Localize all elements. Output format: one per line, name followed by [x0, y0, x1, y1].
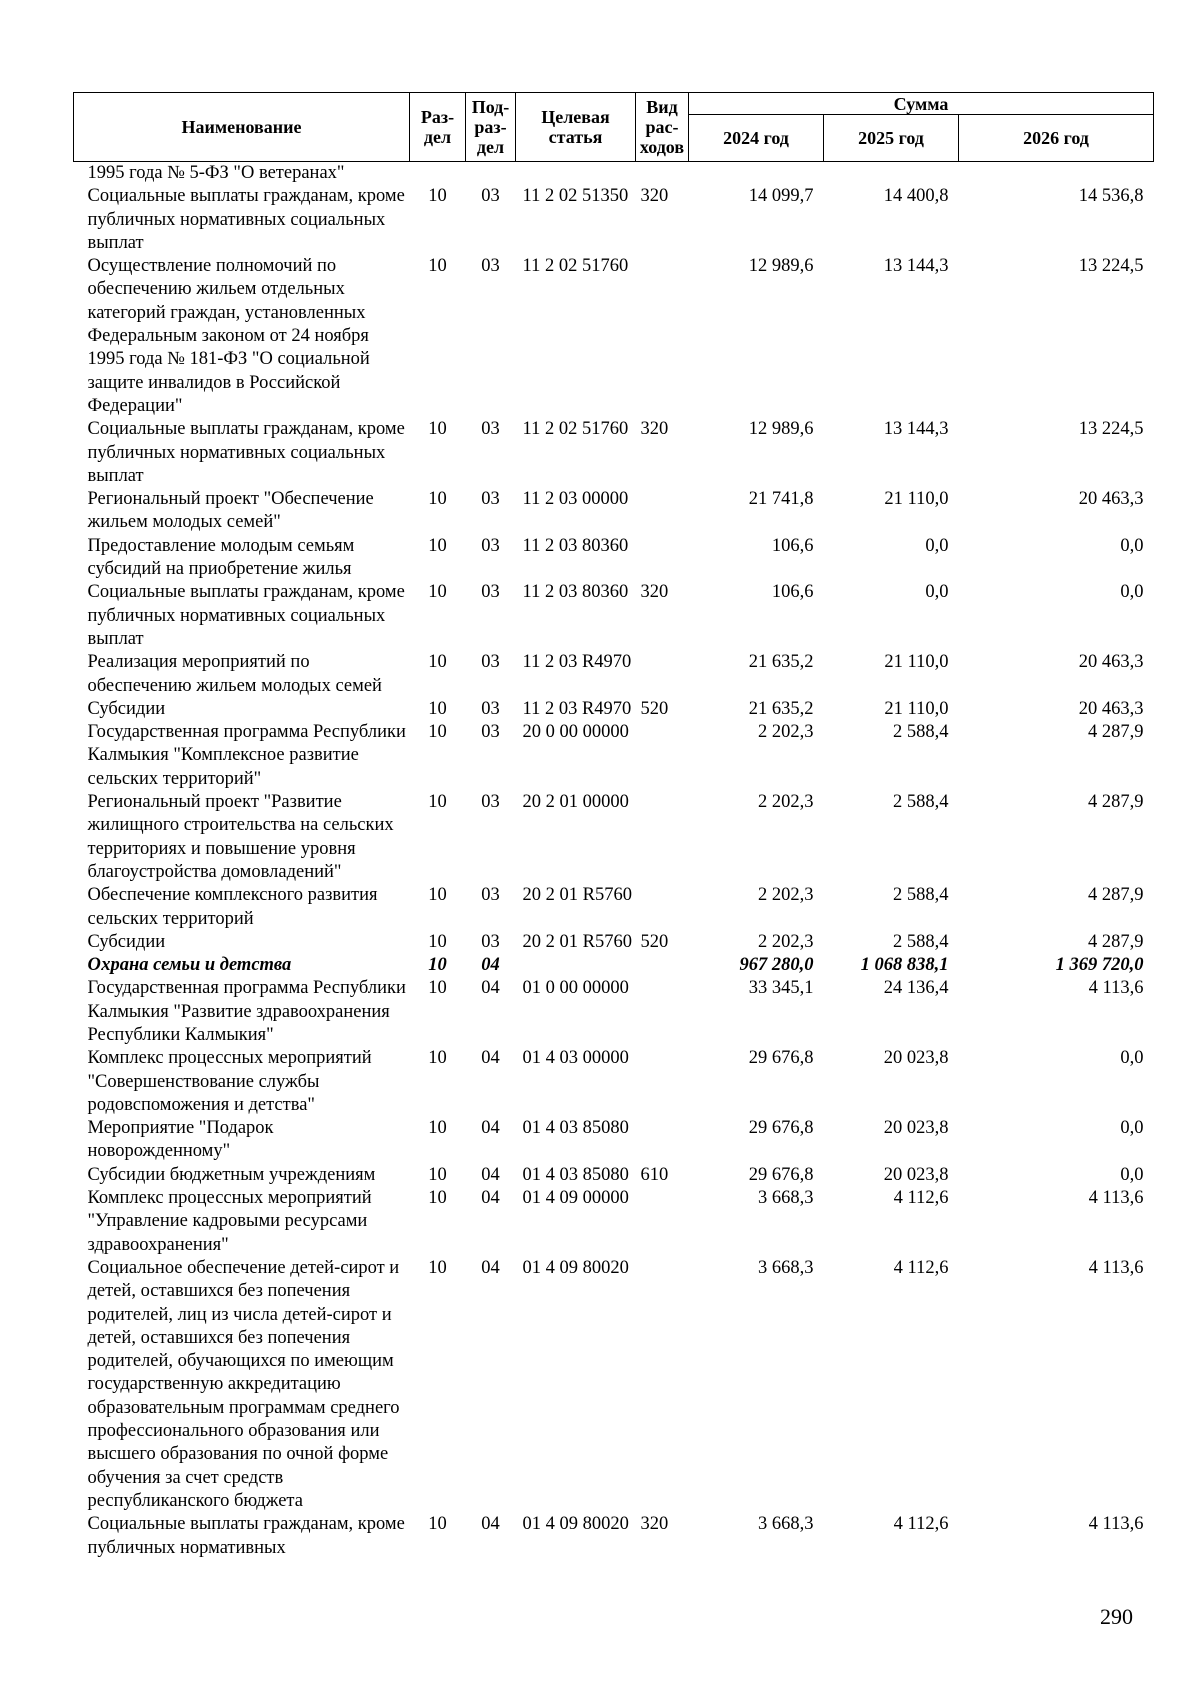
cell-article: 11 2 02 51760: [522, 419, 629, 440]
cell-name: Субсидии бюджетным учреждениям: [87, 1164, 376, 1185]
cell-name: Обеспечение комплексного развития сельских территорий: [87, 885, 378, 929]
cell-podrazdel: 03: [481, 931, 500, 952]
cell-vid: 320: [640, 186, 669, 207]
cell-y2024: 2 202,3: [758, 931, 814, 952]
cell-y2025: 2 588,4: [893, 722, 949, 743]
cell-podrazdel: 03: [481, 256, 500, 277]
cell-podrazdel: 04: [481, 1257, 500, 1278]
cell-vid: [636, 162, 689, 186]
cell-razdel: 10: [428, 792, 447, 813]
cell-vid: 610: [640, 1164, 669, 1185]
cell-name: Социальные выплаты гражданам, кроме публичных нормативных социальных выплат: [87, 582, 405, 649]
cell-razdel: [410, 162, 466, 186]
cell-article: 01 4 03 85080: [522, 1164, 629, 1185]
cell-razdel: 10: [428, 1118, 447, 1139]
cell-article: 01 4 03 85080: [522, 1118, 629, 1139]
cell-vid: [636, 1257, 689, 1513]
table-row: [74, 581, 1154, 651]
cell-article: 20 2 01 R5760: [522, 931, 632, 952]
header-razdel-text: Раз- дел: [420, 107, 455, 147]
cell-y2025: 2 588,4: [893, 792, 949, 813]
cell-name: Государственная программа Республики Калмыкия "Развитие здравоохранения Республики Калмыкия": [87, 978, 406, 1045]
cell-razdel: 10: [428, 978, 447, 999]
table-row: [74, 418, 1154, 488]
cell-article: 11 2 03 80360: [522, 535, 629, 556]
cell-y2024: 2 202,3: [758, 792, 814, 813]
table-row: [74, 977, 1154, 1047]
table-row: [74, 1187, 1154, 1257]
cell-podrazdel: 04: [481, 1188, 500, 1209]
cell-y2024: 2 202,3: [758, 722, 814, 743]
cell-name: Мероприятие "Подарок новорожденному": [87, 1118, 274, 1162]
cell-y2025: 13 144,3: [883, 256, 949, 277]
cell-y2026: 0,0: [1120, 535, 1144, 556]
cell-vid: 520: [640, 931, 669, 952]
table-row: [74, 884, 1154, 931]
header-podrazdel-text: Под- раз- дел: [471, 97, 510, 157]
table-row: [74, 698, 1154, 721]
cell-y2026: 0,0: [1120, 1164, 1144, 1185]
header-2025: 2025 год: [824, 115, 959, 162]
cell-article: 11 2 03 R4970: [522, 652, 632, 673]
cell-vid: [636, 954, 689, 977]
cell-article: 11 2 03 R4970: [522, 698, 632, 719]
cell-y2024: 2 202,3: [758, 885, 814, 906]
cell-y2024: 29 676,8: [748, 1118, 814, 1139]
table-row: [74, 535, 1154, 582]
cell-article: 01 4 09 00000: [522, 1188, 629, 1209]
header-razdel: [410, 93, 466, 162]
cell-razdel: 10: [428, 1048, 447, 1069]
cell-article: [516, 954, 636, 977]
cell-razdel: 10: [428, 186, 447, 207]
cell-y2026: 4 287,9: [1088, 792, 1144, 813]
cell-name: Осуществление полномочий по обеспечению жильем отдельных категорий граждан, установленных Федеральным законом от 24 ноября 1995 года № 181-ФЗ "О социальной защите инвалидов в Российской Федерации": [87, 256, 370, 416]
cell-name: Региональный проект "Обеспечение жильем молодых семей": [87, 489, 374, 533]
table-row: [74, 1257, 1154, 1513]
cell-razdel: 10: [428, 931, 447, 952]
cell-vid: [636, 1047, 689, 1117]
cell-y2025: 4 112,6: [893, 1188, 949, 1209]
cell-y2024: 21 635,2: [748, 652, 814, 673]
cell-y2025: 21 110,0: [884, 652, 949, 673]
table-header: [74, 93, 1154, 162]
cell-razdel: 10: [428, 535, 447, 556]
cell-y2024: 12 989,6: [748, 419, 814, 440]
cell-vid: 320: [640, 582, 669, 603]
cell-article: 20 2 01 00000: [522, 792, 629, 813]
cell-y2024: 29 676,8: [748, 1164, 814, 1185]
cell-y2026: 4 113,6: [1088, 1257, 1144, 1278]
cell-podrazdel: 03: [481, 535, 500, 556]
cell-article: 20 0 00 00000: [522, 722, 629, 743]
cell-name: Субсидии: [87, 931, 166, 952]
cell-podrazdel: 04: [481, 978, 500, 999]
cell-article: 11 2 02 51350: [522, 186, 629, 207]
table-row: [74, 954, 1154, 977]
cell-article: 11 2 03 80360: [522, 582, 629, 603]
table-body: [74, 162, 1154, 1560]
table-row: [74, 931, 1154, 954]
cell-podrazdel: 03: [481, 722, 500, 743]
cell-y2026: 14 536,8: [1078, 186, 1144, 207]
cell-vid: [636, 488, 689, 535]
cell-name: Комплекс процессных мероприятий "Совершенствование службы родовспоможения и детства": [87, 1048, 372, 1115]
cell-y2025: [824, 162, 959, 186]
cell-razdel: 10: [428, 885, 447, 906]
cell-y2025: 4 112,6: [893, 1257, 949, 1278]
cell-razdel: 10: [428, 1514, 447, 1535]
cell-y2026: 4 287,9: [1088, 931, 1144, 952]
cell-y2025: 4 112,6: [893, 1514, 949, 1535]
cell-vid: [636, 255, 689, 418]
cell-razdel: 10: [428, 652, 447, 673]
header-name: Наименование: [74, 93, 410, 162]
header-2024: 2024 год: [689, 115, 824, 162]
cell-y2025: 24 136,4: [883, 978, 949, 999]
cell-razdel: 10: [428, 698, 447, 719]
cell-y2024: 106,6: [771, 535, 814, 556]
budget-table-page: [73, 92, 1153, 1560]
cell-name: Государственная программа Республики Калмыкия "Комплексное развитие сельских территорий": [87, 722, 406, 789]
cell-article: 01 4 09 80020: [522, 1257, 629, 1278]
header-summa: Сумма: [689, 93, 1154, 115]
table-row: [74, 162, 1154, 186]
budget-table: [73, 92, 1154, 1560]
table-row: [74, 488, 1154, 535]
cell-vid: 520: [640, 698, 669, 719]
table-row: [74, 1164, 1154, 1187]
cell-name: Субсидии: [87, 698, 166, 719]
cell-y2026: 4 113,6: [1088, 978, 1144, 999]
cell-y2024: 33 345,1: [748, 978, 814, 999]
cell-y2026: [959, 162, 1154, 186]
cell-article: 11 2 03 00000: [522, 489, 629, 510]
cell-podrazdel: 04: [481, 955, 500, 976]
cell-y2026: 20 463,3: [1078, 489, 1144, 510]
cell-podrazdel: 03: [481, 885, 500, 906]
cell-vid: 320: [640, 1514, 669, 1535]
cell-vid: [636, 977, 689, 1047]
cell-razdel: 10: [428, 489, 447, 510]
cell-vid: [636, 535, 689, 582]
cell-y2024: 106,6: [771, 582, 814, 603]
cell-y2026: 4 287,9: [1088, 722, 1144, 743]
cell-y2026: 13 224,5: [1078, 256, 1144, 277]
cell-podrazdel: [466, 162, 516, 186]
cell-y2025: 21 110,0: [884, 489, 949, 510]
cell-y2026: 0,0: [1120, 1118, 1144, 1139]
cell-article: 01 4 03 00000: [522, 1048, 629, 1069]
table-row: [74, 255, 1154, 418]
cell-y2024: [689, 162, 824, 186]
cell-y2025: 0,0: [925, 535, 949, 556]
table-row: [74, 791, 1154, 884]
cell-y2025: 2 588,4: [893, 931, 949, 952]
cell-podrazdel: 03: [481, 489, 500, 510]
cell-razdel: 10: [428, 582, 447, 603]
cell-name: Комплекс процессных мероприятий "Управление кадровыми ресурсами здравоохранения": [87, 1188, 372, 1255]
header-article: [516, 93, 636, 162]
cell-podrazdel: 04: [481, 1514, 500, 1535]
cell-article: [516, 162, 636, 186]
cell-razdel: 10: [428, 955, 447, 976]
cell-y2024: 21 635,2: [748, 698, 814, 719]
cell-razdel: 10: [428, 1188, 447, 1209]
cell-vid: [636, 1117, 689, 1164]
cell-y2026: 0,0: [1120, 1048, 1144, 1069]
cell-y2024: 3 668,3: [758, 1188, 814, 1209]
cell-y2025: 13 144,3: [883, 419, 949, 440]
header-article-text: Целевая статья: [541, 107, 610, 147]
cell-y2025: 1 068 838,1: [860, 955, 949, 976]
cell-podrazdel: 04: [481, 1048, 500, 1069]
cell-article: 20 2 01 R5760: [522, 885, 632, 906]
cell-podrazdel: 03: [481, 186, 500, 207]
cell-razdel: 10: [428, 419, 447, 440]
cell-y2026: 20 463,3: [1078, 698, 1144, 719]
cell-name: Социальное обеспечение детей-сирот и детей, оставшихся без попечения родителей, лиц из числа детей-сирот и детей, оставшихся без попечения родителей, обучающихся по имеющим государственную аккредитацию образовательным программам среднего профессионального образования или высшего образования по очной форме обучения за счет средств республиканского бюджета: [87, 1257, 400, 1511]
cell-y2025: 20 023,8: [883, 1118, 949, 1139]
cell-y2026: 4 113,6: [1088, 1188, 1144, 1209]
cell-article: 01 0 00 00000: [522, 978, 629, 999]
table-row: [74, 1117, 1154, 1164]
cell-y2024: 12 989,6: [748, 256, 814, 277]
cell-name: Социальные выплаты гражданам, кроме публичных нормативных социальных выплат: [87, 419, 405, 486]
cell-y2024: 3 668,3: [758, 1514, 814, 1535]
cell-name: Предоставление молодым семьям субсидий на приобретение жилья: [87, 535, 355, 580]
cell-vid: [636, 884, 689, 931]
cell-podrazdel: 03: [481, 792, 500, 813]
table-row: [74, 721, 1154, 791]
cell-y2026: 4 287,9: [1088, 885, 1144, 906]
cell-y2026: 0,0: [1120, 582, 1144, 603]
cell-name: Социальные выплаты гражданам, кроме публичных нормативных: [87, 1514, 405, 1558]
header-vid-text: Вид рас- ходов: [639, 97, 685, 157]
table-row: [74, 1047, 1154, 1117]
cell-podrazdel: 03: [481, 698, 500, 719]
table-row: [74, 185, 1154, 255]
cell-razdel: 10: [428, 1164, 447, 1185]
cell-podrazdel: 03: [481, 652, 500, 673]
cell-y2026: 4 113,6: [1088, 1514, 1144, 1535]
cell-y2025: 20 023,8: [883, 1164, 949, 1185]
cell-article: 11 2 02 51760: [522, 256, 629, 277]
cell-podrazdel: 03: [481, 419, 500, 440]
cell-razdel: 10: [428, 1257, 447, 1278]
cell-y2025: 21 110,0: [884, 698, 949, 719]
cell-y2024: 21 741,8: [748, 489, 814, 510]
cell-y2025: 0,0: [925, 582, 949, 603]
cell-y2026: 13 224,5: [1078, 419, 1144, 440]
page-number: 290: [1100, 1604, 1133, 1629]
cell-razdel: 10: [428, 722, 447, 743]
cell-y2024: 3 668,3: [758, 1257, 814, 1278]
cell-vid: [636, 651, 689, 698]
cell-razdel: 10: [428, 256, 447, 277]
cell-y2025: 2 588,4: [893, 885, 949, 906]
cell-podrazdel: 04: [481, 1164, 500, 1185]
header-2026: 2026 год: [959, 115, 1154, 162]
cell-podrazdel: 04: [481, 1118, 500, 1139]
cell-name: Охрана семьи и детства: [87, 955, 292, 976]
cell-y2025: 14 400,8: [883, 186, 949, 207]
cell-vid: [636, 721, 689, 791]
header-vid: [636, 93, 689, 162]
cell-vid: 320: [640, 419, 669, 440]
cell-name: Реализация мероприятий по обеспечению жильем молодых семей: [87, 652, 382, 696]
cell-article: 01 4 09 80020: [522, 1514, 629, 1535]
cell-y2024: 29 676,8: [748, 1048, 814, 1069]
cell-y2026: 1 369 720,0: [1055, 955, 1144, 976]
cell-name: Социальные выплаты гражданам, кроме публичных нормативных социальных выплат: [87, 186, 405, 253]
cell-vid: [636, 1187, 689, 1257]
cell-y2025: 20 023,8: [883, 1048, 949, 1069]
cell-name: Региональный проект "Развитие жилищного строительства на сельских территориях и повышение уровня благоустройства домовладений": [87, 792, 394, 882]
cell-y2026: 20 463,3: [1078, 652, 1144, 673]
cell-y2024: 14 099,7: [748, 186, 814, 207]
cell-y2024: 967 280,0: [739, 955, 814, 976]
header-podrazdel: [466, 93, 516, 162]
cell-vid: [636, 791, 689, 884]
cell-podrazdel: 03: [481, 582, 500, 603]
cell-name: 1995 года № 5-ФЗ "О ветеранах": [87, 163, 345, 183]
table-row: [74, 1513, 1154, 1560]
table-row: [74, 651, 1154, 698]
